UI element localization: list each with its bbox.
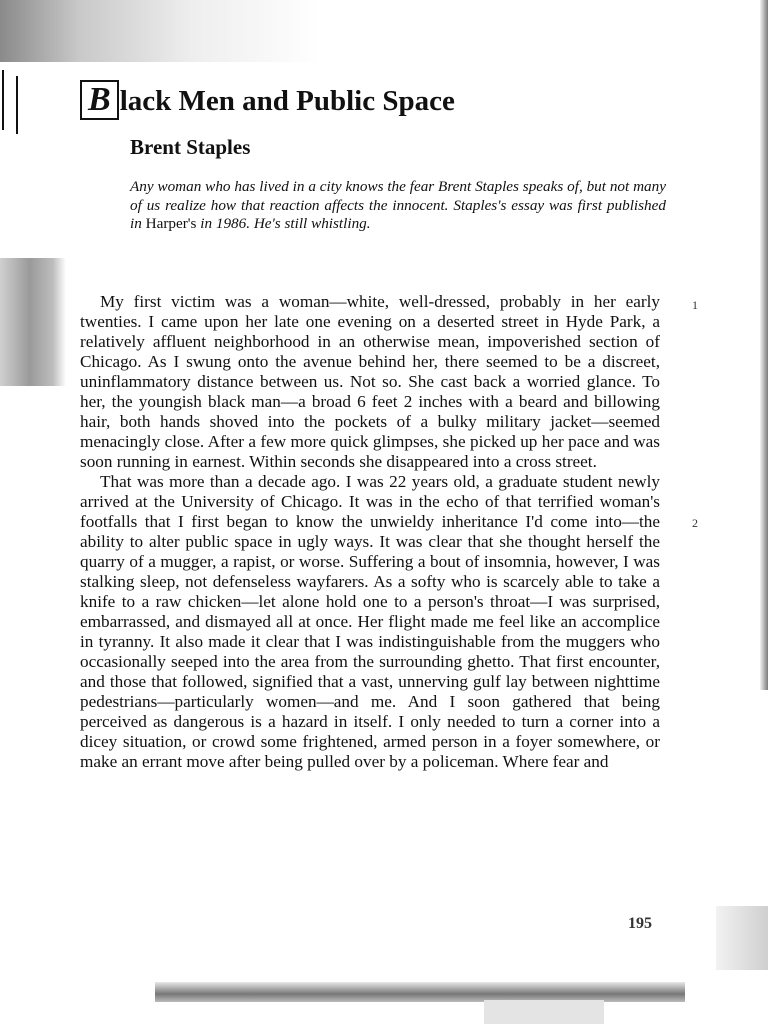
margin-mark	[16, 76, 18, 134]
scan-shadow-right-lower	[716, 906, 768, 970]
author-name: Brent Staples	[130, 135, 251, 159]
essay-body	[80, 292, 660, 772]
paragraph: My first victim was a woman—white, well-dressed, probably in her early twenties. I came upon her late one evening on a deserted street in Hyde Park, a relatively affluent neighborhood in an otherwise mean, impoverished section of Chicago. As I swung onto the avenue behind her, there seemed to be a discreet, uninflammatory distance between us. Not so. She cast back a worried glance. To her, the youngish black man—a broad 6 feet 2 inches with a beard and billowing hair, both hands shoved into the pockets of a bulky military jacket—seemed menacingly close. After a few more quick glimpses, she picked up her pace and was soon running in earnest. Within seconds she disappeared into a cross street.	[80, 292, 660, 471]
paragraph-number: 2	[692, 516, 698, 530]
margin-mark	[2, 70, 4, 130]
essay-title	[80, 80, 455, 120]
scan-shadow-bottom-patch	[484, 1000, 604, 1024]
title-text: lack Men and Public Space	[119, 85, 455, 117]
scan-shadow-left	[0, 258, 66, 386]
intro-note	[130, 178, 666, 234]
title-dropcap: B	[80, 80, 119, 120]
scan-shadow-right	[760, 0, 768, 690]
scan-shadow-bottom	[155, 982, 685, 1002]
paragraph: That was more than a decade ago. I was 22 years old, a graduate student newly arrived at the University of Chicago. It was in the echo of that terrified woman's footfalls that I first began to know the unwieldy inheritance I'd come into—the ability to alter public space in ugly ways. It was clear that she thought herself the quarry of a mugger, a rapist, or worse. Suffering a bout of insomnia, however, I was stalking sleep, not defenseless wayfarers. As a softy who is scarcely able to take a knife to a raw chicken—let alone hold one to a person's throat—I was surprised, embarrassed, and dismayed all at once. Her flight made me feel like an accomplice in tyranny. It also made it clear that I was indistinguishable from the muggers who occasionally seeped into the area from the surrounding ghetto. That first encounter, and those that followed, signified that a vast, unnerving gulf lay between nighttime pedestrians—particularly women—and me. And I soon gathered that being perceived as dangerous is a hazard in itself. I only needed to turn a corner into a dicey situation, or crowd some frightened, armed person in a foyer somewhere, or make an errant move after being pulled over by a policeman. Where fear and	[80, 472, 660, 771]
intro-text-end: in 1986. He's still whistling.	[196, 215, 371, 232]
intro-text: Any woman who has lived in a city knows the fear Brent Staples speaks of, but not many of us realize how that reaction affects the innocent. Staples's essay was first published in	[130, 178, 666, 232]
paragraph-number: 1	[692, 298, 698, 312]
page-number: 195	[628, 915, 652, 932]
scan-shadow-top	[0, 0, 320, 62]
intro-source: Harper's	[145, 215, 197, 232]
